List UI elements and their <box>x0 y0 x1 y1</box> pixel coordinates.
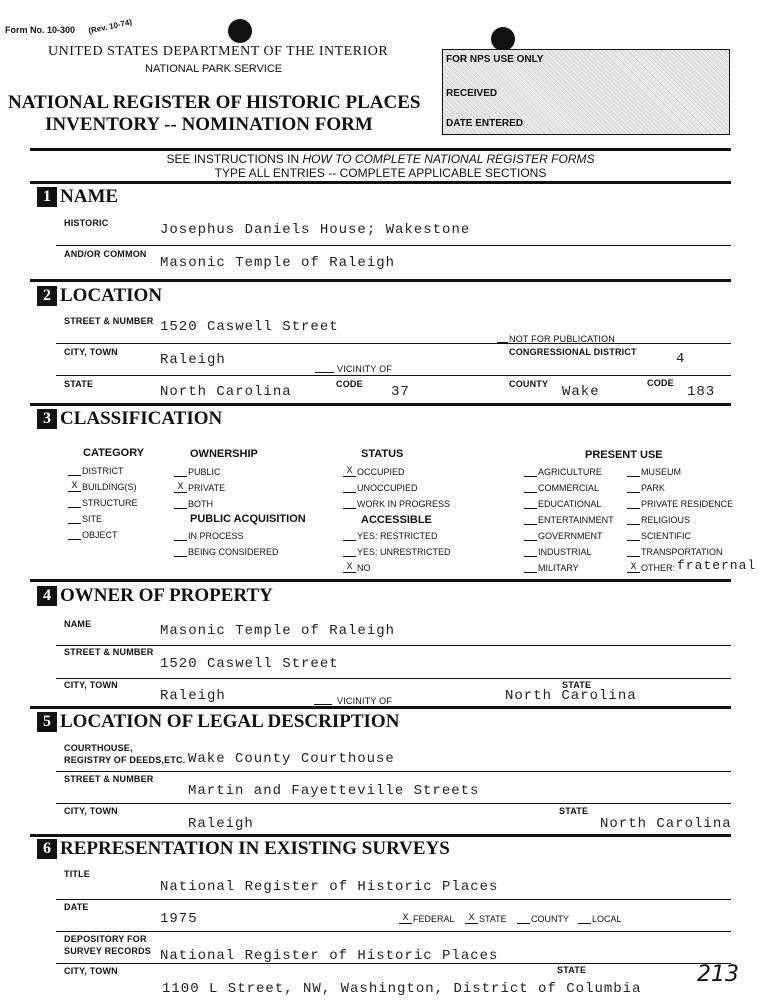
check-mark <box>343 492 356 493</box>
option-label: DISTRICT <box>82 466 124 476</box>
option-label: OTHER: <box>641 563 676 573</box>
checkbox-option[interactable] <box>627 483 665 493</box>
section-number: 6 <box>37 839 57 859</box>
location-state: North Carolina <box>160 384 292 400</box>
check-mark <box>524 524 537 525</box>
option-label: PARK <box>641 483 665 493</box>
check-mark <box>343 556 356 557</box>
checkbox-option[interactable] <box>524 483 599 493</box>
option-label: COMMERCIAL <box>538 483 600 493</box>
revision: (Rev. 10-74) <box>87 17 133 36</box>
legal-city-label: CITY, TOWN <box>64 806 118 816</box>
date-entered-label: DATE ENTERED <box>446 118 524 129</box>
option-label: AGRICULTURE <box>538 467 602 477</box>
check-mark <box>524 476 537 477</box>
check-mark <box>524 492 537 493</box>
form-title-1: NATIONAL REGISTER OF HISTORIC PLACES <box>8 92 421 113</box>
county-label: COUNTY <box>509 379 549 389</box>
vicinity-label: VICINITY OF <box>337 364 393 374</box>
option-label: GOVERNMENT <box>538 531 603 541</box>
section-2-header <box>37 284 162 308</box>
depository: National Register of Historic Places <box>160 948 499 964</box>
owner-state: North Carolina <box>505 688 637 704</box>
check-mark <box>68 523 81 524</box>
checkbox-option[interactable] <box>343 467 405 477</box>
survey-city-label: CITY, TOWN <box>64 966 118 976</box>
checkbox-option[interactable] <box>517 914 569 924</box>
check-mark <box>627 524 640 525</box>
survey-date: 1975 <box>160 911 198 927</box>
check-mark <box>524 540 537 541</box>
depository-label-2: SURVEY RECORDS <box>64 946 151 956</box>
vicinity-label: VICINITY OF <box>337 696 393 706</box>
section-3-header <box>37 407 222 431</box>
form-title-2: INVENTORY -- NOMINATION FORM <box>45 114 373 135</box>
check-mark: X <box>68 482 81 492</box>
page-number: 213 <box>697 962 739 987</box>
owner-street-label: STREET & NUMBER <box>64 647 154 657</box>
checkbox-option[interactable] <box>174 547 279 557</box>
option-label: BEING CONSIDERED <box>188 547 279 557</box>
checkbox-option[interactable] <box>399 914 455 924</box>
rule <box>56 678 731 679</box>
check-mark <box>524 508 537 509</box>
checkbox-option[interactable] <box>68 514 102 524</box>
checkbox-option[interactable] <box>524 515 614 525</box>
option-label: ENTERTAINMENT <box>538 515 614 525</box>
check-mark <box>524 572 537 573</box>
rule <box>56 343 731 344</box>
checkbox-option[interactable] <box>627 499 733 509</box>
option-label: YES: RESTRICTED <box>357 531 438 541</box>
historic-name: Josephus Daniels House; Wakestone <box>160 222 471 238</box>
check-mark <box>627 556 640 557</box>
section-rule <box>30 579 731 582</box>
survey-title: National Register of Historic Places <box>160 879 499 895</box>
ownership-heading: OWNERSHIP <box>190 448 258 460</box>
checkbox-option[interactable] <box>343 483 418 493</box>
check-mark: X <box>343 563 356 573</box>
checkbox-option[interactable] <box>174 499 213 509</box>
check-mark: X <box>343 467 356 477</box>
owner-street: 1520 Caswell Street <box>160 656 339 672</box>
checkbox-option[interactable] <box>343 563 371 573</box>
checkbox-option[interactable] <box>578 914 622 924</box>
option-label: EDUCATIONAL <box>538 499 602 509</box>
rule <box>56 245 731 246</box>
rule <box>56 771 731 772</box>
option-label: FEDERAL <box>413 914 455 924</box>
checkbox-option[interactable] <box>174 531 244 541</box>
survey-city: 1100 L Street, NW, Washington, District of Columbia <box>162 981 642 997</box>
check-mark <box>343 508 356 509</box>
rule <box>56 899 731 900</box>
checkbox-option[interactable] <box>627 467 681 477</box>
owner-name-label: NAME <box>64 619 92 629</box>
courthouse-label-1: COURTHOUSE, <box>64 743 133 753</box>
check-mark: X <box>399 914 412 924</box>
option-label: PUBLIC <box>188 467 221 477</box>
check-mark <box>174 508 187 509</box>
legal-state-label: STATE <box>559 806 589 816</box>
option-label: YES: UNRESTRICTED <box>357 547 451 557</box>
survey-title-label: TITLE <box>64 869 90 879</box>
option-label: PRIVATE RESIDENCE <box>641 499 734 509</box>
option-label: STRUCTURE <box>82 498 138 508</box>
section-title: CLASSIFICATION <box>60 408 223 429</box>
legal-street: Martin and Fayetteville Streets <box>188 783 480 799</box>
option-label: TRANSPORTATION <box>641 547 723 557</box>
check-mark <box>68 507 81 508</box>
nps-use-only-box <box>442 49 730 135</box>
checkbox-option[interactable] <box>68 466 124 476</box>
instructions-line-2: TYPE ALL ENTRIES -- COMPLETE APPLICABLE SECTIONS <box>214 166 547 180</box>
checkbox-option[interactable] <box>343 531 438 541</box>
rule <box>56 963 731 964</box>
checkbox-option[interactable] <box>68 530 118 540</box>
option-label: NO <box>357 563 371 573</box>
county: Wake <box>562 384 600 400</box>
location-street: 1520 Caswell Street <box>160 319 339 335</box>
legal-street-label: STREET & NUMBER <box>64 774 154 784</box>
checkbox-option[interactable] <box>627 531 691 541</box>
check-mark: X <box>465 914 478 924</box>
checkbox-option[interactable] <box>524 547 592 557</box>
courthouse: Wake County Courthouse <box>188 751 395 767</box>
accessible-heading: ACCESSIBLE <box>361 514 432 526</box>
check-mark <box>627 540 640 541</box>
state-code: 37 <box>391 384 410 400</box>
rule <box>56 803 731 804</box>
check-mark <box>68 475 81 476</box>
option-label: SITE <box>82 514 103 524</box>
section-5-header <box>37 710 399 734</box>
county-code: 183 <box>687 384 716 400</box>
section-1-header <box>37 185 118 209</box>
check-mark <box>174 556 187 557</box>
depository-label-1: DEPOSITORY FOR <box>64 934 147 944</box>
survey-state-label: STATE <box>557 965 587 975</box>
vicinity-blank <box>315 372 334 373</box>
section-title: LOCATION OF LEGAL DESCRIPTION <box>60 711 400 732</box>
check-mark <box>343 540 356 541</box>
service: NATIONAL PARK SERVICE <box>145 63 283 75</box>
form-number: Form No. 10-300 <box>5 25 76 35</box>
check-mark <box>174 540 187 541</box>
legal-city: Raleigh <box>188 816 254 832</box>
common-name: Masonic Temple of Raleigh <box>160 255 396 271</box>
checkbox-option[interactable] <box>627 563 675 573</box>
congressional-district: 4 <box>676 351 686 367</box>
vicinity-blank <box>314 704 332 705</box>
option-label: MUSEUM <box>641 467 681 477</box>
check-mark <box>578 923 591 924</box>
section-rule <box>30 279 731 282</box>
section-number: 5 <box>37 712 57 732</box>
checkbox-option[interactable] <box>68 482 137 492</box>
public-acquisition-heading: PUBLIC ACQUISITION <box>190 513 306 525</box>
category-heading: CATEGORY <box>83 447 145 459</box>
survey-date-label: DATE <box>64 902 89 912</box>
option-label: IN PROCESS <box>188 531 244 541</box>
city-label: CITY, TOWN <box>64 347 118 357</box>
option-label: BOTH <box>188 499 214 509</box>
checkbox-option[interactable] <box>174 483 225 493</box>
header-rule <box>30 148 731 151</box>
department: UNITED STATES DEPARTMENT OF THE INTERIOR <box>48 44 389 59</box>
check-mark <box>627 476 640 477</box>
checkbox-option[interactable] <box>465 914 507 924</box>
checkbox-option[interactable] <box>524 531 603 541</box>
street-label: STREET & NUMBER <box>64 316 154 326</box>
option-label: PRIVATE <box>188 483 226 493</box>
check-mark: X <box>627 563 640 573</box>
instructions-rule <box>30 181 731 184</box>
owner-state-label: STATE <box>562 680 592 690</box>
instructions-line-1: SEE INSTRUCTIONS IN HOW TO COMPLETE NATIONAL REGISTER FORMS <box>166 152 595 166</box>
owner-city: Raleigh <box>160 688 226 704</box>
section-number: 3 <box>37 409 57 429</box>
state-code-label: CODE <box>336 379 363 389</box>
option-label: STATE <box>479 914 507 924</box>
legal-state: North Carolina <box>600 816 732 832</box>
common-label: AND/OR COMMON <box>64 249 147 259</box>
section-number: 4 <box>37 586 57 606</box>
courthouse-label-2: REGISTRY OF DEEDS,ETC. <box>64 755 186 765</box>
option-label: OBJECT <box>82 530 118 540</box>
status-heading: STATUS <box>361 448 404 460</box>
section-title: OWNER OF PROPERTY <box>60 585 273 606</box>
checkbox-option[interactable] <box>343 547 451 557</box>
owner-name: Masonic Temple of Raleigh <box>160 623 396 639</box>
option-label: WORK IN PROGRESS <box>357 499 451 509</box>
punch-hole-left <box>228 19 252 43</box>
checkbox-option[interactable] <box>524 499 601 509</box>
check-mark <box>627 492 640 493</box>
received-label: RECEIVED <box>446 88 498 99</box>
check-mark <box>174 476 187 477</box>
option-label: SCIENTIFIC <box>641 531 692 541</box>
state-label: STATE <box>64 379 94 389</box>
section-title: LOCATION <box>60 285 163 306</box>
check-mark <box>517 923 530 924</box>
section-title: REPRESENTATION IN EXISTING SURVEYS <box>60 838 450 859</box>
section-number: 2 <box>37 286 57 306</box>
checkbox-option[interactable] <box>627 515 690 525</box>
rule <box>56 931 731 932</box>
section-title: NAME <box>60 186 119 207</box>
rule <box>56 375 731 376</box>
checkbox-option[interactable] <box>627 547 723 557</box>
present-use-heading: PRESENT USE <box>585 449 663 461</box>
checkbox-option[interactable] <box>524 563 579 573</box>
location-city: Raleigh <box>160 352 226 368</box>
option-label: UNOCCUPIED <box>357 483 418 493</box>
punch-hole-right <box>491 27 515 51</box>
option-label: MILITARY <box>538 563 579 573</box>
check-mark: X <box>174 483 187 493</box>
option-label: LOCAL <box>592 914 622 924</box>
check-mark <box>627 508 640 509</box>
rule <box>56 645 731 646</box>
checkbox-option[interactable] <box>174 467 221 477</box>
other-use-text: fraternal <box>677 558 757 573</box>
owner-city-label: CITY, TOWN <box>64 680 118 690</box>
section-6-header <box>37 837 450 861</box>
section-rule <box>30 706 731 709</box>
option-label: OCCUPIED <box>357 467 405 477</box>
option-label: BUILDING(S) <box>82 482 137 492</box>
check-mark <box>68 539 81 540</box>
option-label: INDUSTRIAL <box>538 547 592 557</box>
nps-use-only-label: FOR NPS USE ONLY <box>446 54 544 65</box>
section-number: 1 <box>37 187 57 207</box>
section-rule <box>30 403 731 406</box>
option-label: COUNTY <box>531 914 569 924</box>
congressional-district-label: CONGRESSIONAL DISTRICT <box>509 347 637 357</box>
checkbox-option[interactable] <box>524 467 602 477</box>
checkbox-option[interactable] <box>68 498 138 508</box>
county-code-label: CODE <box>647 378 674 388</box>
not-for-publication-label: NOT FOR PUBLICATION <box>509 334 615 344</box>
historic-label: HISTORIC <box>64 218 109 228</box>
option-label: RELIGIOUS <box>641 515 691 525</box>
section-4-header <box>37 584 273 608</box>
check-mark <box>524 556 537 557</box>
checkbox-option[interactable] <box>343 499 450 509</box>
